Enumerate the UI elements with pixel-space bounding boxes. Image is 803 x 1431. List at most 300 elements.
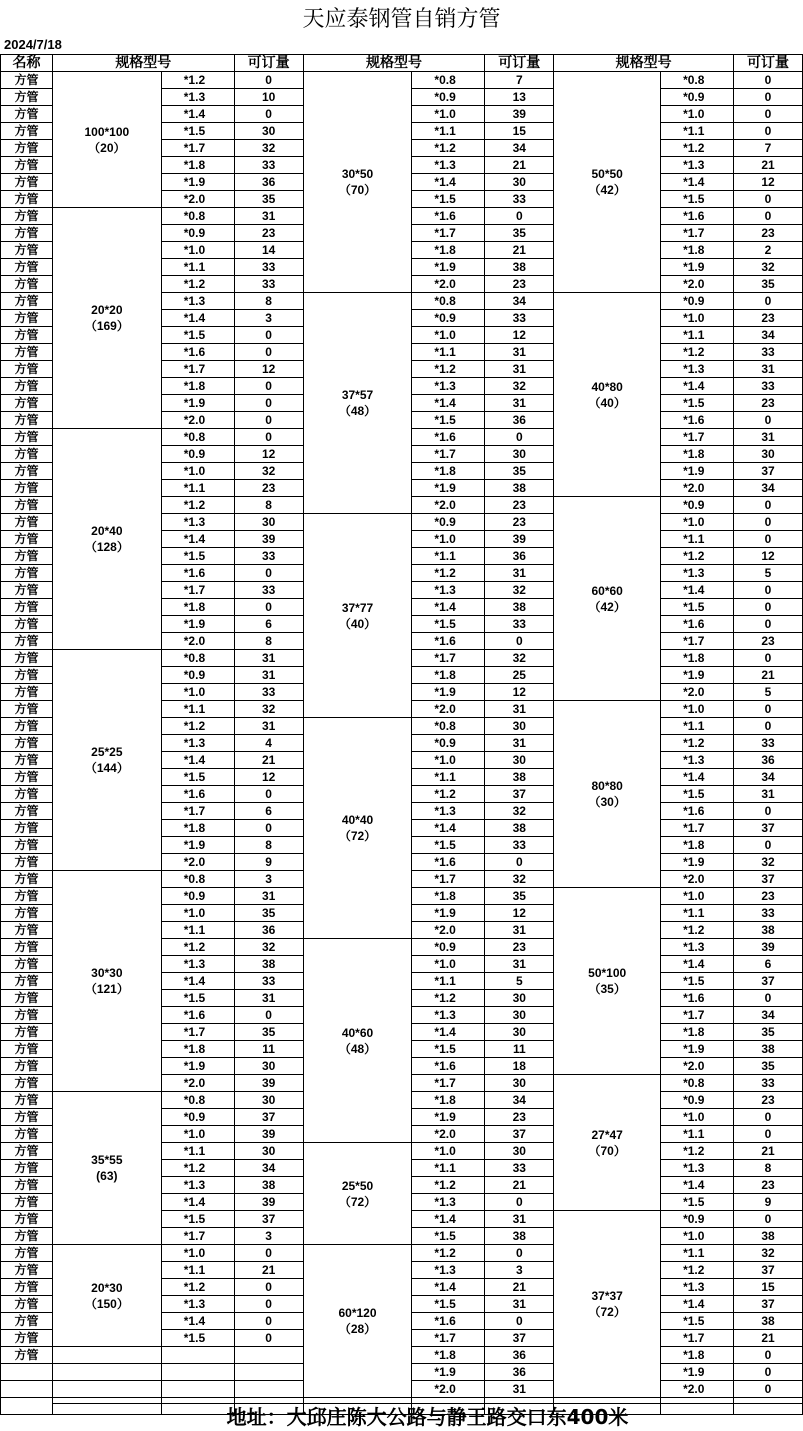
spec-size: 30*50	[341, 167, 374, 181]
qty-cell: 32	[485, 871, 554, 888]
qty-cell: 30	[234, 1092, 303, 1109]
qty-cell: 0	[734, 582, 803, 599]
gauge-cell: *1.7	[661, 633, 734, 650]
gauge-cell: *1.0	[661, 1228, 734, 1245]
gauge-cell: *2.0	[661, 1381, 734, 1398]
row-name-cell: 方管	[1, 89, 53, 106]
qty-cell: 0	[234, 1330, 303, 1347]
gauge-cell: *1.7	[161, 1228, 234, 1245]
qty-cell: 9	[734, 1194, 803, 1211]
gauge-cell: *1.1	[412, 344, 485, 361]
row-name-cell: 方管	[1, 514, 53, 531]
qty-cell: 31	[734, 429, 803, 446]
spec-size: 25*50	[341, 1178, 374, 1193]
qty-cell: 30	[485, 718, 554, 735]
qty-cell: 34	[734, 480, 803, 497]
qty-cell: 4	[234, 735, 303, 752]
gauge-cell: *1.0	[412, 1143, 485, 1160]
gauge-cell: *0.9	[661, 1211, 734, 1228]
gauge-cell: *1.3	[161, 293, 234, 310]
qty-cell: 0	[734, 1109, 803, 1126]
qty-cell: 32	[734, 1245, 803, 1262]
qty-cell: 30	[234, 1058, 303, 1075]
spec-size: 60*60	[591, 583, 623, 598]
gauge-cell: *1.2	[161, 1279, 234, 1296]
gauge-cell: *1.3	[161, 956, 234, 973]
qty-cell: 33	[234, 259, 303, 276]
gauge-cell: *1.6	[412, 633, 485, 650]
row-name-cell: 方管	[1, 1262, 53, 1279]
spec-size: 50*100	[588, 966, 627, 980]
gauge-cell: *1.5	[412, 1228, 485, 1245]
gauge-cell: *1.5	[661, 1313, 734, 1330]
gauge-cell: *1.5	[161, 990, 234, 1007]
row-name-cell: 方管	[1, 480, 53, 497]
col-header-spec: 规格型号	[52, 55, 234, 72]
qty-cell: 33	[734, 905, 803, 922]
row-name-cell: 方管	[1, 854, 53, 871]
gauge-cell: *1.8	[161, 1041, 234, 1058]
gauge-cell: *1.2	[412, 565, 485, 582]
report-date: 2024/7/18	[4, 37, 62, 52]
qty-cell: 8	[234, 633, 303, 650]
row-name-cell: 方管	[1, 1296, 53, 1313]
row-name-cell: 方管	[1, 871, 53, 888]
col-header-name: 名称	[1, 55, 53, 72]
row-name-cell: 方管	[1, 735, 53, 752]
gauge-cell: *1.8	[412, 1092, 485, 1109]
gauge-cell: *1.1	[161, 1143, 234, 1160]
gauge-cell: *0.9	[661, 1092, 734, 1109]
gauge-cell: *0.8	[161, 208, 234, 225]
row-name-cell: 方管	[1, 599, 53, 616]
row-name-cell: 方管	[1, 1143, 53, 1160]
qty-cell: 38	[485, 769, 554, 786]
qty-cell: 30	[485, 446, 554, 463]
gauge-cell: *1.2	[161, 939, 234, 956]
spec-size: 50*50	[591, 167, 623, 181]
gauge-cell: *1.1	[661, 718, 734, 735]
gauge-cell: *1.2	[661, 922, 734, 939]
qty-cell: 38	[485, 259, 554, 276]
qty-cell: 31	[234, 990, 303, 1007]
gauge-cell: *1.8	[161, 157, 234, 174]
qty-cell: 8	[234, 497, 303, 514]
spec-size-cell	[303, 1143, 412, 1245]
col-header-spec: 规格型号	[303, 55, 485, 72]
page-title: 天应泰钢管自销方管	[302, 7, 501, 32]
qty-cell: 39	[234, 531, 303, 548]
qty-cell: 37	[234, 1109, 303, 1126]
row-name-cell: 方管	[1, 684, 53, 701]
gauge-cell: *1.3	[412, 157, 485, 174]
gauge-cell: *1.3	[412, 582, 485, 599]
qty-cell: 8	[234, 837, 303, 854]
inventory-table	[0, 54, 803, 1415]
spec-total: （128）	[84, 540, 129, 554]
qty-cell: 37	[734, 1262, 803, 1279]
gauge-cell: *0.8	[161, 650, 234, 667]
spec-total: （144）	[84, 761, 129, 775]
qty-cell: 0	[734, 293, 803, 310]
qty-cell: 31	[485, 1381, 554, 1398]
gauge-cell: *0.8	[161, 1092, 234, 1109]
gauge-cell: *1.7	[161, 1024, 234, 1041]
empty-cell	[161, 1347, 234, 1364]
qty-cell: 33	[234, 684, 303, 701]
qty-cell: 33	[485, 1160, 554, 1177]
gauge-cell: *2.0	[661, 871, 734, 888]
qty-cell: 0	[234, 1245, 303, 1262]
gauge-cell: *1.6	[661, 803, 734, 820]
qty-cell: 0	[234, 344, 303, 361]
gauge-cell: *1.6	[412, 854, 485, 871]
qty-cell: 33	[734, 378, 803, 395]
gauge-cell: *1.3	[161, 89, 234, 106]
gauge-cell: *1.3	[412, 1007, 485, 1024]
gauge-cell: *1.8	[661, 446, 734, 463]
qty-cell: 3	[234, 871, 303, 888]
row-name-cell: 方管	[1, 1330, 53, 1347]
qty-cell: 35	[734, 276, 803, 293]
qty-cell: 33	[485, 616, 554, 633]
empty-cell	[52, 1381, 161, 1398]
qty-cell: 12	[234, 446, 303, 463]
qty-cell: 33	[734, 344, 803, 361]
gauge-cell: *1.1	[661, 327, 734, 344]
gauge-cell: *1.8	[412, 242, 485, 259]
gauge-cell: *2.0	[412, 701, 485, 718]
gauge-cell: *1.4	[412, 174, 485, 191]
qty-cell: 31	[485, 701, 554, 718]
gauge-cell: *1.4	[661, 174, 734, 191]
spec-size: 20*30	[91, 1280, 123, 1295]
qty-cell: 12	[485, 905, 554, 922]
qty-cell: 31	[734, 361, 803, 378]
qty-cell: 23	[485, 939, 554, 956]
row-name-cell: 方管	[1, 497, 53, 514]
gauge-cell: *1.2	[161, 1160, 234, 1177]
qty-cell: 7	[485, 72, 554, 89]
spec-total: （48）	[338, 1041, 377, 1056]
qty-cell: 21	[485, 1279, 554, 1296]
gauge-cell: *0.9	[661, 293, 734, 310]
spec-size: 60*120	[338, 1306, 377, 1320]
gauge-cell: *1.0	[161, 242, 234, 259]
gauge-cell: *1.8	[161, 378, 234, 395]
gauge-cell: *1.9	[661, 1364, 734, 1381]
qty-cell: 3	[485, 1262, 554, 1279]
qty-cell: 23	[485, 497, 554, 514]
spec-size-cell	[303, 1245, 412, 1398]
gauge-cell: *1.4	[661, 1177, 734, 1194]
spec-size-cell	[303, 293, 412, 514]
qty-cell: 31	[234, 208, 303, 225]
gauge-cell: *1.8	[412, 1347, 485, 1364]
qty-cell: 36	[485, 412, 554, 429]
row-name-cell: 方管	[1, 1279, 53, 1296]
spec-size: 25*25	[91, 745, 123, 759]
spec-size-cell	[52, 429, 161, 650]
qty-cell: 38	[734, 922, 803, 939]
qty-cell: 23	[734, 395, 803, 412]
row-name-cell: 方管	[1, 327, 53, 344]
gauge-cell: *1.0	[412, 531, 485, 548]
row-name-cell: 方管	[1, 888, 53, 905]
gauge-cell: *1.6	[412, 429, 485, 446]
qty-cell: 5	[734, 565, 803, 582]
spec-total: （150）	[84, 1296, 129, 1311]
gauge-cell: *1.7	[161, 361, 234, 378]
gauge-cell: *1.2	[412, 990, 485, 1007]
gauge-cell: *1.4	[661, 956, 734, 973]
gauge-cell: *1.9	[161, 837, 234, 854]
gauge-cell: *1.1	[412, 548, 485, 565]
qty-cell: 0	[485, 1245, 554, 1262]
qty-cell: 6	[234, 803, 303, 820]
col-header-qty: 可订量	[485, 55, 554, 72]
qty-cell: 30	[734, 446, 803, 463]
gauge-cell: *1.8	[412, 463, 485, 480]
qty-cell: 31	[485, 956, 554, 973]
qty-cell: 35	[734, 1024, 803, 1041]
gauge-cell: *1.1	[161, 922, 234, 939]
qty-cell: 0	[734, 531, 803, 548]
gauge-cell: *1.3	[412, 1194, 485, 1211]
qty-cell: 0	[234, 1296, 303, 1313]
qty-cell: 0	[734, 89, 803, 106]
qty-cell: 23	[234, 225, 303, 242]
qty-cell: 38	[485, 1228, 554, 1245]
spec-total: （35）	[588, 982, 626, 996]
qty-cell: 0	[734, 1126, 803, 1143]
row-name-cell: 方管	[1, 106, 53, 123]
gauge-cell: *1.4	[161, 973, 234, 990]
gauge-cell: *1.9	[661, 1041, 734, 1058]
qty-cell: 38	[734, 1313, 803, 1330]
row-name-cell: 方管	[1, 616, 53, 633]
spec-total: （72）	[338, 829, 377, 843]
gauge-cell: *1.3	[661, 565, 734, 582]
qty-cell: 0	[234, 327, 303, 344]
row-name-cell	[1, 1398, 53, 1415]
qty-cell: 32	[734, 854, 803, 871]
gauge-cell: *1.1	[161, 480, 234, 497]
row-name-cell: 方管	[1, 973, 53, 990]
spec-total: （40）	[338, 616, 377, 631]
empty-cell	[52, 1364, 161, 1381]
qty-cell: 32	[234, 140, 303, 157]
spec-size: 37*77	[341, 600, 374, 615]
table-row	[1, 72, 803, 89]
qty-cell: 36	[485, 1364, 554, 1381]
qty-cell: 36	[485, 548, 554, 565]
row-name-cell: 方管	[1, 752, 53, 769]
gauge-cell: *1.0	[161, 463, 234, 480]
spec-total: （70）	[338, 183, 377, 197]
spec-size-cell	[554, 888, 661, 1075]
qty-cell: 31	[234, 718, 303, 735]
gauge-cell: *1.9	[412, 1364, 485, 1381]
qty-cell: 33	[234, 276, 303, 293]
qty-cell: 23	[734, 633, 803, 650]
spec-size-cell	[554, 701, 661, 888]
row-name-cell: 方管	[1, 1245, 53, 1262]
qty-cell: 34	[734, 1007, 803, 1024]
gauge-cell: *1.2	[661, 140, 734, 157]
gauge-cell: *0.8	[412, 718, 485, 735]
row-name-cell: 方管	[1, 1007, 53, 1024]
qty-cell: 18	[485, 1058, 554, 1075]
gauge-cell: *1.4	[412, 1279, 485, 1296]
gauge-cell: *1.1	[661, 531, 734, 548]
qty-cell: 34	[734, 327, 803, 344]
qty-cell: 38	[234, 956, 303, 973]
gauge-cell: *1.5	[161, 123, 234, 140]
gauge-cell: *1.3	[161, 514, 234, 531]
qty-cell: 33	[234, 582, 303, 599]
gauge-cell: *1.1	[661, 123, 734, 140]
gauge-cell: *1.2	[661, 735, 734, 752]
qty-cell: 15	[485, 123, 554, 140]
spec-size-cell	[303, 72, 412, 293]
row-name-cell: 方管	[1, 463, 53, 480]
gauge-cell: *1.7	[412, 871, 485, 888]
gauge-cell: *2.0	[412, 276, 485, 293]
qty-cell: 36	[734, 752, 803, 769]
qty-cell: 32	[485, 803, 554, 820]
spec-size-cell	[52, 871, 161, 1092]
qty-cell: 31	[485, 1211, 554, 1228]
gauge-cell: *1.4	[412, 1211, 485, 1228]
spec-total: （72）	[338, 1194, 377, 1209]
spec-size-cell	[303, 718, 412, 939]
qty-cell: 35	[485, 225, 554, 242]
spec-total: （42）	[588, 183, 626, 197]
row-name-cell: 方管	[1, 1347, 53, 1364]
qty-cell: 5	[485, 973, 554, 990]
row-name-cell: 方管	[1, 429, 53, 446]
qty-cell: 33	[734, 735, 803, 752]
gauge-cell: *2.0	[161, 412, 234, 429]
qty-cell: 0	[234, 820, 303, 837]
spec-size-cell	[52, 1245, 161, 1347]
qty-cell: 35	[485, 888, 554, 905]
qty-cell: 12	[734, 548, 803, 565]
row-name-cell: 方管	[1, 531, 53, 548]
qty-cell: 32	[234, 701, 303, 718]
row-name-cell: 方管	[1, 1092, 53, 1109]
gauge-cell: *1.6	[661, 412, 734, 429]
qty-cell: 21	[485, 242, 554, 259]
gauge-cell: *0.9	[161, 888, 234, 905]
qty-cell: 6	[234, 616, 303, 633]
gauge-cell: *1.7	[412, 1330, 485, 1347]
qty-cell: 31	[485, 565, 554, 582]
qty-cell: 31	[234, 650, 303, 667]
gauge-cell: *1.4	[412, 395, 485, 412]
spec-total: （121）	[84, 982, 129, 996]
gauge-cell: *1.1	[412, 973, 485, 990]
gauge-cell: *1.0	[661, 701, 734, 718]
qty-cell: 0	[734, 1381, 803, 1398]
qty-cell: 36	[234, 174, 303, 191]
gauge-cell: *2.0	[661, 276, 734, 293]
qty-cell: 5	[734, 684, 803, 701]
qty-cell: 14	[234, 242, 303, 259]
row-name-cell: 方管	[1, 1228, 53, 1245]
qty-cell: 8	[234, 293, 303, 310]
row-name-cell: 方管	[1, 378, 53, 395]
qty-cell: 35	[234, 191, 303, 208]
gauge-cell: *1.2	[412, 140, 485, 157]
gauge-cell: *1.5	[161, 1330, 234, 1347]
spec-size: 30*30	[91, 966, 123, 980]
gauge-cell: *1.6	[661, 616, 734, 633]
qty-cell: 0	[485, 633, 554, 650]
gauge-cell: *1.4	[661, 769, 734, 786]
gauge-cell: *1.0	[661, 310, 734, 327]
gauge-cell: *1.5	[161, 769, 234, 786]
qty-cell: 23	[734, 225, 803, 242]
qty-cell: 30	[234, 1143, 303, 1160]
qty-cell: 0	[734, 599, 803, 616]
gauge-cell: *1.8	[661, 837, 734, 854]
gauge-cell: *0.8	[161, 871, 234, 888]
gauge-cell: *2.0	[661, 684, 734, 701]
row-name-cell: 方管	[1, 582, 53, 599]
qty-cell: 0	[234, 1313, 303, 1330]
qty-cell: 35	[234, 905, 303, 922]
gauge-cell: *1.3	[661, 1160, 734, 1177]
qty-cell: 0	[734, 990, 803, 1007]
row-name-cell: 方管	[1, 1211, 53, 1228]
spec-size-cell	[303, 514, 412, 718]
qty-cell: 37	[485, 786, 554, 803]
spec-total: （72）	[588, 1305, 626, 1319]
qty-cell: 21	[234, 752, 303, 769]
gauge-cell: *1.6	[161, 786, 234, 803]
address-footer: 地址：大邱庄陈大公路与静王路交口东400米	[52, 1403, 803, 1431]
row-name-cell: 方管	[1, 174, 53, 191]
gauge-cell: *1.3	[161, 735, 234, 752]
qty-cell: 0	[234, 72, 303, 89]
gauge-cell: *0.9	[412, 735, 485, 752]
qty-cell: 10	[234, 89, 303, 106]
spec-total: （40）	[588, 395, 626, 410]
qty-cell: 23	[734, 888, 803, 905]
gauge-cell: *1.6	[161, 565, 234, 582]
gauge-cell: *1.9	[161, 395, 234, 412]
qty-cell: 31	[485, 395, 554, 412]
col-header-qty: 可订量	[734, 55, 803, 72]
qty-cell: 38	[734, 1228, 803, 1245]
qty-cell: 8	[734, 1160, 803, 1177]
gauge-cell: *1.1	[161, 259, 234, 276]
gauge-cell: *1.7	[661, 1330, 734, 1347]
row-name-cell: 方管	[1, 293, 53, 310]
qty-cell: 0	[734, 72, 803, 89]
row-name-cell: 方管	[1, 786, 53, 803]
qty-cell: 21	[734, 667, 803, 684]
spec-size-cell	[303, 939, 412, 1143]
gauge-cell: *1.6	[161, 1007, 234, 1024]
gauge-cell: *1.0	[661, 106, 734, 123]
qty-cell: 0	[485, 1194, 554, 1211]
gauge-cell: *1.0	[161, 1126, 234, 1143]
gauge-cell: *0.9	[161, 446, 234, 463]
gauge-cell: *2.0	[661, 480, 734, 497]
